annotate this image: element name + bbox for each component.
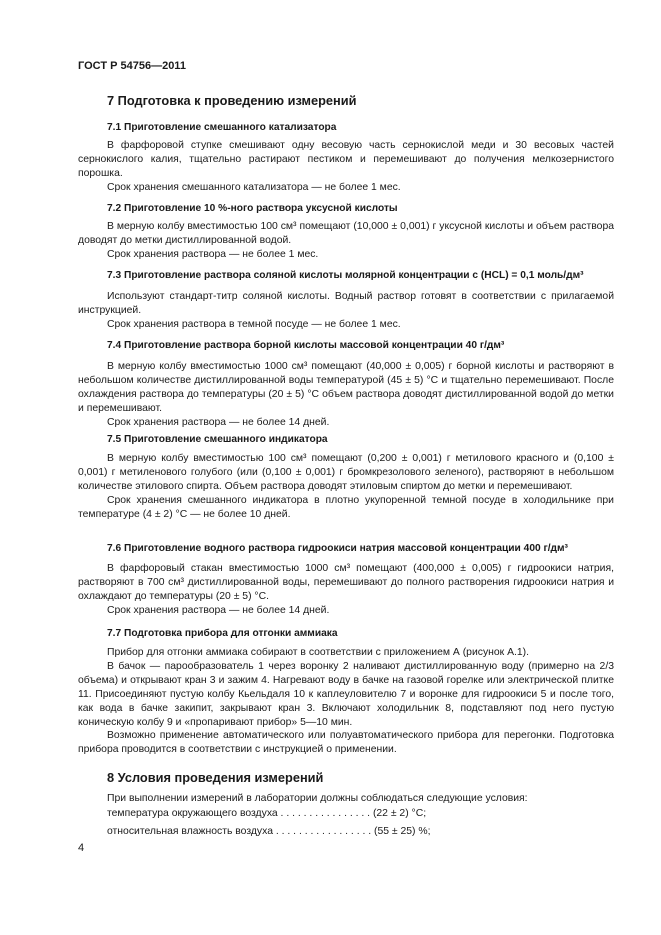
paragraph: В фарфоровый стакан вместимостью 1000 см³ помещают (400,000 ± 0,005) г гидроокиси натрия, растворяют в 700 см³ дистиллированной воды, перемешивают до полного растворения гидроокиси натрия и охлаждают до температуры (20 ± 5) °С. (78, 563, 614, 602)
paragraph: В фарфоровой ступке смешивают одну весовую часть сернокислой меди и 30 весовых частей сернокислого калия, тщательно растирают пестиком и перемешивают до получения мелкозернистого порошка. (78, 140, 614, 179)
subsection-7-5-body (78, 452, 614, 522)
subsection-7-3-title: 7.3 Приготовление раствора соляной кислоты молярной концентрации c (HCL) = 0,1 моль/дм³ (107, 270, 584, 281)
paragraph: Прибор для отгонки аммиака собирают в соответствии с приложением А (рисунок А.1). (107, 647, 530, 658)
document-header: ГОСТ Р 54756—2011 (78, 60, 186, 72)
paragraph: В бачок — парообразователь 1 через воронку 2 наливают дистиллированную воду (примерно на 2/3 объема) и открывают кран 3 и зажим 4. Нагревают воду в бачке на газовой горелке или электрической плитке 11. Присоединяют пустую колбу Кьельдаля 10 к каплеуловителю 7 и воронке для гидроокиси 5 и после того, как вода в бачке закипит, закрывают кран 3. Включают холодильник 8, подставляют под него пустую коническую колбу 9 и «пропаривают прибор» 5—10 мин. (78, 660, 614, 728)
subsection-7-7-body (78, 646, 614, 757)
section-7-title: 7 Подготовка к проведению измерений (107, 93, 357, 108)
paragraph: Срок хранения раствора — не более 14 дней. (107, 416, 330, 428)
paragraph: Срок хранения раствора в темной посуде — не более 1 мес. (107, 318, 401, 330)
subsection-7-3-body (78, 290, 614, 332)
paragraph: Используют стандарт-титр соляной кислоты. Водный раствор готовят в соответствии с прилагаемой инструкцией. (78, 291, 614, 316)
paragraph: В мерную колбу вместимостью 100 см³ помещают (10,000 ± 0,001) г уксусной кислоты и объем раствора доводят до метки дистиллированной водой. (78, 221, 614, 246)
paragraph: Возможно применение автоматического или полуавтоматического прибора для перегонки. Подготовка прибора проводится в соответствии с инструкцией о применении. (78, 730, 614, 756)
subsection-7-2-body (78, 220, 614, 262)
paragraph: Срок хранения смешанного катализатора — не более 1 мес. (107, 181, 401, 193)
section-8-intro: При выполнении измерений в лаборатории должны соблюдаться следующие условия: (107, 793, 528, 804)
subsection-7-7-title: 7.7 Подготовка прибора для отгонки аммиака (107, 628, 338, 639)
subsection-7-2-title: 7.2 Приготовление 10 %-ного раствора уксусной кислоты (107, 203, 398, 214)
condition-humidity: относительная влажность воздуха . . . . . . . . . . . . . . . . . (55 ± 25) %; (107, 826, 431, 837)
subsection-7-4-body (78, 360, 614, 430)
subsection-7-1-title: 7.1 Приготовление смешанного катализатора (107, 122, 337, 133)
subsection-7-5-title: 7.5 Приготовление смешанного индикатора (107, 434, 328, 445)
subsection-7-6-body (78, 562, 614, 618)
subsection-7-1-body (78, 139, 614, 195)
subsection-7-4-title: 7.4 Приготовление раствора борной кислоты массовой концентрации 40 г/дм³ (107, 340, 505, 351)
paragraph: В мерную колбу вместимостью 100 см³ помещают (0,200 ± 0,001) г метилового красного и (0,100 ± 0,001) г метиленового голубого (или (0,100 ± 0,001) г бромкрезолового зеленого), растворяют в небольшом количестве этилового спирта. Объем раствора доводят этиловым спиртом до метки и перемешивают. (78, 453, 614, 492)
paragraph: В мерную колбу вместимостью 1000 см³ помещают (40,000 ± 0,005) г борной кислоты и растворяют в небольшом количестве дистиллированной воды температурой (45 ± 5) °С и тщательно перемешивают. После охлаждения раствора до температуры (20 ± 5) °С объем раствора доводят дистиллированной водой до метки и перемешивают. (78, 361, 614, 414)
subsection-7-6-title: 7.6 Приготовление водного раствора гидроокиси натрия массовой концентрации 400 г/дм³ (107, 543, 568, 554)
paragraph: Срок хранения раствора — не более 14 дней. (107, 604, 330, 616)
condition-temperature: температура окружающего воздуха . . . . . . . . . . . . . . . . (22 ± 2) °С; (107, 808, 427, 819)
paragraph: Срок хранения смешанного индикатора в плотно укупоренной темной посуде в холодильнике при температуре (4 ± 2) °С — не более 10 дней. (78, 494, 614, 520)
section-8-title: 8 Условия проведения измерений (107, 770, 324, 785)
page-number: 4 (78, 842, 85, 854)
paragraph: Срок хранения раствора — не более 1 мес. (107, 248, 319, 260)
